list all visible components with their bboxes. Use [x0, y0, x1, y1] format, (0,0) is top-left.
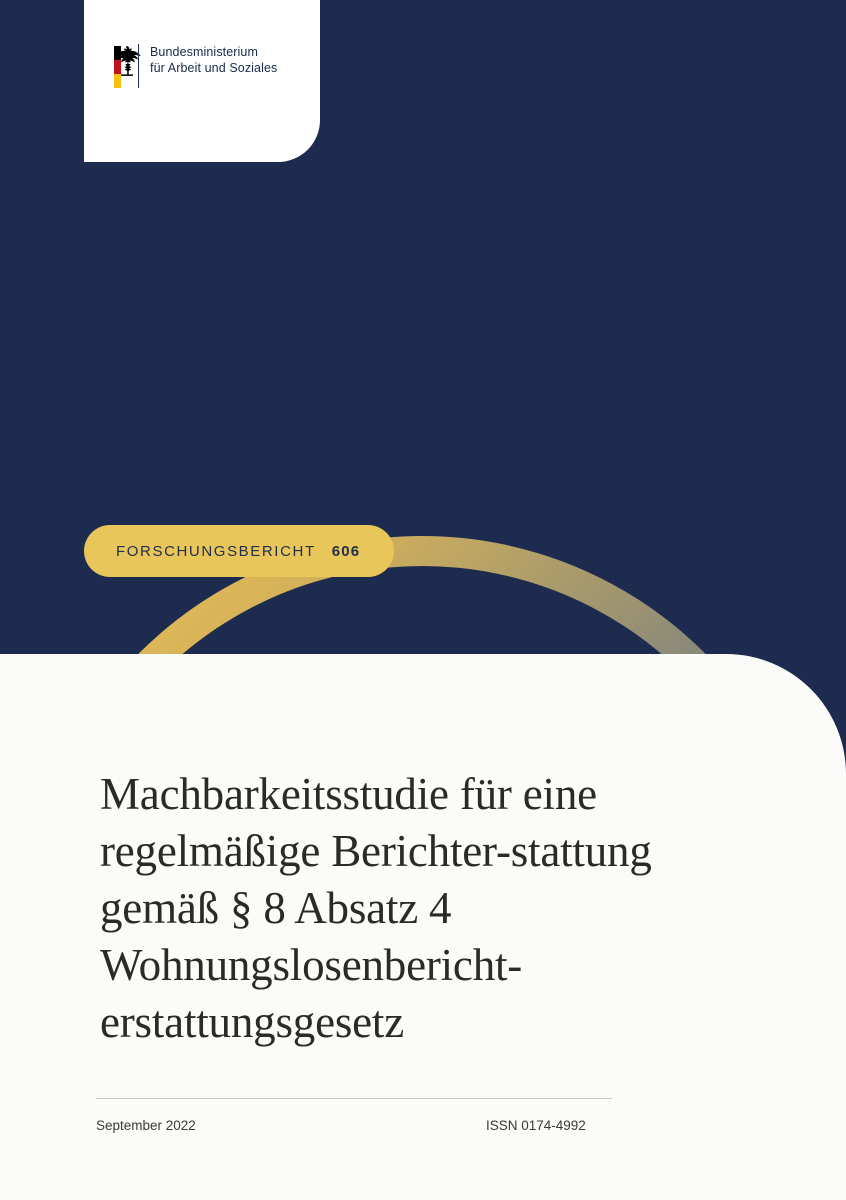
issn-number: ISSN 0174-4992	[486, 1118, 586, 1133]
publisher-name	[150, 45, 277, 76]
logo-divider	[138, 44, 139, 88]
report-series-badge	[84, 525, 394, 577]
publisher-name-line1: Bundesministerium	[150, 45, 258, 59]
german-flag-bar-icon	[114, 46, 121, 88]
report-series-label: FORSCHUNGSBERICHT	[116, 542, 316, 560]
publication-date: September 2022	[96, 1118, 196, 1133]
report-series-number: 606	[331, 542, 361, 560]
publisher-name-line2: für Arbeit und Soziales	[150, 60, 278, 75]
footer-divider	[96, 1098, 612, 1099]
page-title: Machbarkeitsstudie für eine regelmäßige Berichter-stattung gemäß § 8 Absatz 4 Wohnungslosenbericht-erstattungsgesetz	[100, 769, 652, 1047]
publisher-logo-card	[84, 0, 320, 162]
